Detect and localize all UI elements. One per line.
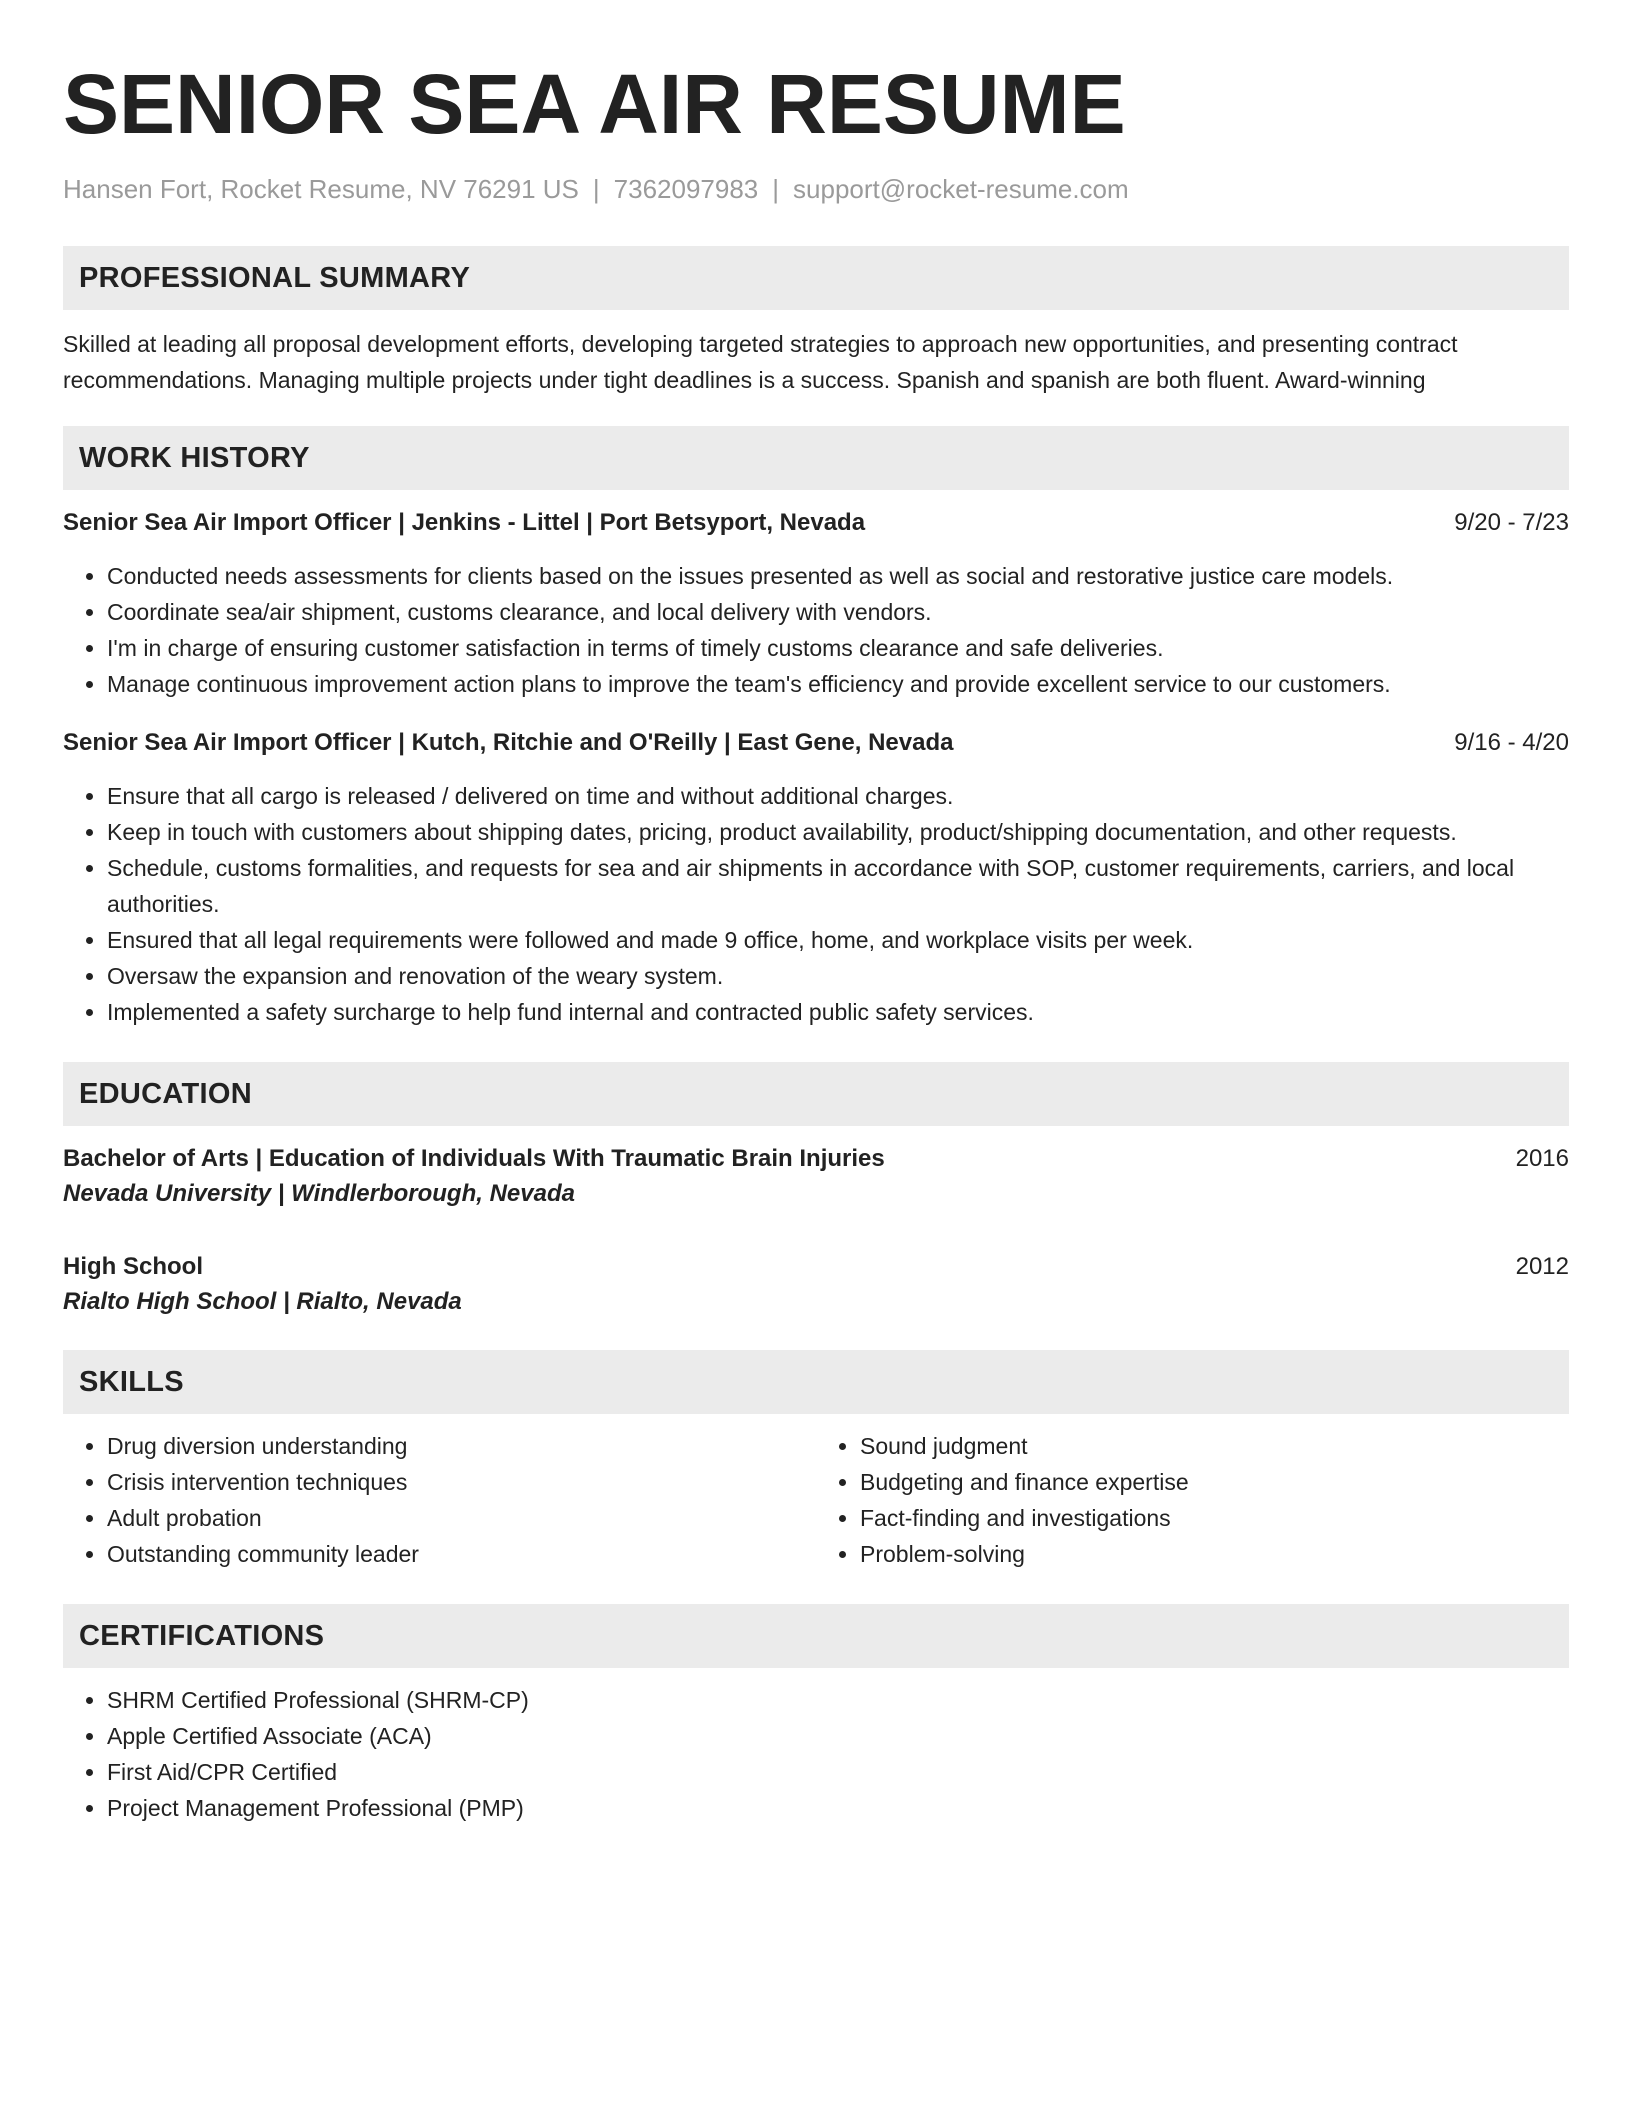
list-item: • Keep in touch with customers about shipping dates, pricing, product availability, product/shipping documentation, and other requests. (107, 814, 1569, 850)
contact-separator: | (772, 174, 780, 204)
list-item: • Implemented a safety surcharge to help fund internal and contracted public safety services. (107, 994, 1569, 1030)
job-header (63, 726, 1569, 760)
list-item: • Outstanding community leader (107, 1536, 816, 1572)
education-header (63, 1250, 1569, 1284)
job-entry (63, 506, 1569, 702)
section-heading: SKILLS (79, 1365, 184, 1398)
section-certifications-header (63, 1604, 1569, 1668)
skills-list-right (816, 1428, 1569, 1572)
list-item: • Coordinate sea/air shipment, customs clearance, and local delivery with vendors. (107, 594, 1569, 630)
section-work-header (63, 426, 1569, 490)
section-skills-header (63, 1350, 1569, 1414)
education-year: 2012 (1515, 1253, 1569, 1280)
list-item: • Ensured that all legal requirements were followed and made 9 office, home, and workplace visits per week. (107, 922, 1569, 958)
list-item: • Adult probation (107, 1500, 816, 1536)
list-item: • Sound judgment (860, 1428, 1569, 1464)
job-title: Senior Sea Air Import Officer | Kutch, Ritchie and O'Reilly | East Gene, Nevada (63, 729, 954, 756)
list-item: • Crisis intervention techniques (107, 1464, 816, 1500)
job-title: Senior Sea Air Import Officer | Jenkins - Littel | Port Betsyport, Nevada (63, 509, 866, 536)
resume-title: SENIOR SEA AIR RESUME (63, 57, 1126, 151)
list-item: • SHRM Certified Professional (SHRM-CP) (107, 1682, 1569, 1718)
list-item: • Apple Certified Associate (ACA) (107, 1718, 1569, 1754)
education-school: Nevada University | Windlerborough, Nevada (63, 1180, 575, 1207)
contact-separator: | (592, 174, 600, 204)
list-item: • Project Management Professional (PMP) (107, 1790, 1569, 1826)
section-heading: WORK HISTORY (79, 441, 310, 474)
job-bullets (63, 778, 1569, 1030)
education-degree: High School (63, 1253, 203, 1280)
list-item: • Fact-finding and investigations (860, 1500, 1569, 1536)
list-item: • Problem-solving (860, 1536, 1569, 1572)
education-header (63, 1142, 1569, 1176)
list-item: • Schedule, customs formalities, and requests for sea and air shipments in accordance with SOP, customer requirements, carriers, and local authorities. (107, 850, 1569, 922)
list-item: • I'm in charge of ensuring customer satisfaction in terms of timely customs clearance and safe deliveries. (107, 630, 1569, 666)
education-entry (63, 1250, 1569, 1320)
education-school: Rialto High School | Rialto, Nevada (63, 1288, 462, 1315)
section-heading: CERTIFICATIONS (79, 1619, 325, 1652)
list-item: • Budgeting and finance expertise (860, 1464, 1569, 1500)
section-heading: EDUCATION (79, 1077, 252, 1110)
summary-text: Skilled at leading all proposal development efforts, developing targeted strategies to approach new opportunities, and presenting contract recommendations. Managing multiple projects under tight deadlines is a success. Spanish and spanish are both fluent. Award-winning (63, 331, 1458, 393)
contact-address: Hansen Fort, Rocket Resume, NV 76291 US (63, 174, 579, 204)
section-heading: PROFESSIONAL SUMMARY (79, 261, 471, 294)
education-year: 2016 (1515, 1145, 1569, 1172)
contact-email: support@rocket-resume.com (793, 174, 1129, 204)
list-item: • First Aid/CPR Certified (107, 1754, 1569, 1790)
list-item: • Ensure that all cargo is released / delivered on time and without additional charges. (107, 778, 1569, 814)
education-degree: Bachelor of Arts | Education of Individuals With Traumatic Brain Injuries (63, 1145, 885, 1172)
job-entry (63, 726, 1569, 1030)
job-bullets (63, 558, 1569, 702)
job-dates: 9/20 - 7/23 (1454, 509, 1569, 536)
section-summary-header (63, 246, 1569, 310)
contact-line (63, 172, 1569, 206)
contact-phone: 7362097983 (613, 174, 759, 204)
section-education-header (63, 1062, 1569, 1126)
skills-list-left (63, 1428, 816, 1572)
skills-columns (63, 1428, 1569, 1572)
list-item: • Drug diversion understanding (107, 1428, 816, 1464)
job-header (63, 506, 1569, 540)
list-item: • Manage continuous improvement action plans to improve the team's efficiency and provide excellent service to our customers. (107, 666, 1569, 702)
list-item: • Conducted needs assessments for clients based on the issues presented as well as social and restorative justice care models. (107, 558, 1569, 594)
education-entry (63, 1142, 1569, 1212)
job-dates: 9/16 - 4/20 (1454, 729, 1569, 756)
list-item: • Oversaw the expansion and renovation of the weary system. (107, 958, 1569, 994)
certifications-list (63, 1682, 1569, 1826)
